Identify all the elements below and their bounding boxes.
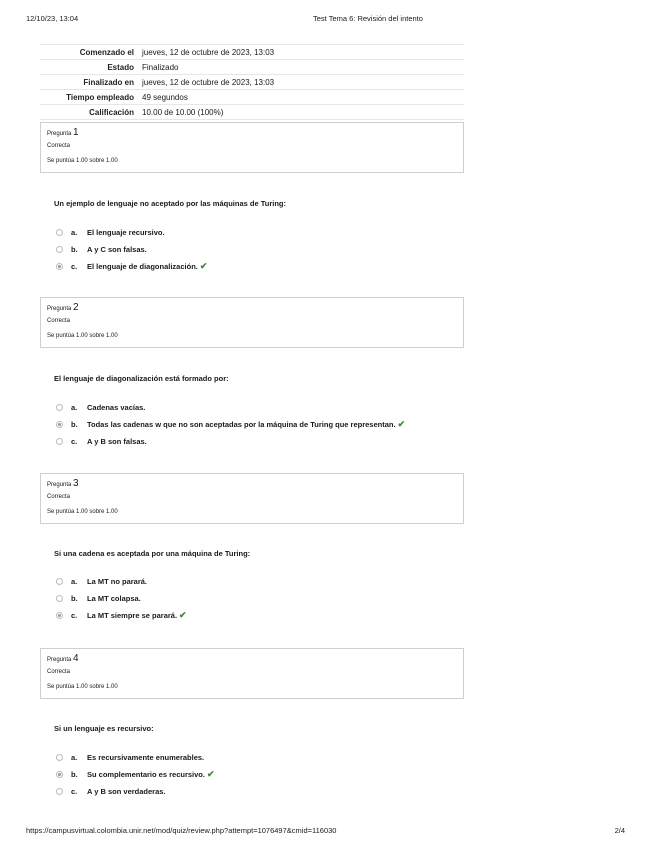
attempt-summary-table: [40, 44, 464, 120]
answer-letter: c.: [71, 262, 78, 271]
question-prefix: Pregunta: [47, 482, 72, 488]
answer-letter: c.: [71, 611, 78, 620]
answer-letter: a.: [71, 577, 78, 586]
question-text-2: El lenguaje de diagonalización está formado por:: [54, 374, 229, 383]
print-page-title: Test Tema 6: Revisión del intento: [313, 14, 423, 23]
question-text-1: Un ejemplo de lenguaje no aceptado por las máquinas de Turing:: [54, 199, 286, 208]
answer-option[interactable]: [56, 769, 215, 786]
correct-check-icon: ✔: [397, 419, 406, 429]
answer-letter: a.: [71, 228, 78, 237]
question-number-value: 3: [73, 478, 79, 489]
question-grade: Se puntúa 1.00 sobre 1.00: [47, 333, 118, 339]
question-info-4: [40, 648, 464, 699]
summary-row: [40, 60, 464, 75]
question-text-3: Si una cadena es aceptada por una máquina de Turing:: [54, 549, 251, 558]
question-grade: Se puntúa 1.00 sobre 1.00: [47, 158, 118, 164]
radio-button-selected[interactable]: [56, 263, 63, 270]
answer-text: Es recursivamente enumerables.: [87, 753, 205, 762]
answer-text: A y C son falsas.: [87, 245, 147, 254]
correct-check-icon: ✔: [206, 769, 215, 779]
answer-option[interactable]: [56, 402, 405, 419]
answer-text: A y B son falsas.: [87, 437, 147, 446]
summary-value: jueves, 12 de octubre de 2023, 13:03: [138, 45, 464, 60]
radio-button[interactable]: [56, 754, 63, 761]
summary-value: 10.00 de 10.00 (100%): [138, 105, 464, 120]
answer-option[interactable]: [56, 419, 405, 436]
answer-option[interactable]: [56, 261, 207, 278]
summary-label: Calificación: [40, 105, 138, 120]
answer-text: El lenguaje recursivo.: [87, 228, 165, 237]
summary-row: [40, 45, 464, 60]
question-state: Correcta: [47, 318, 71, 324]
print-footer: [26, 826, 629, 835]
answer-list-4: [56, 752, 215, 803]
question-prefix: Pregunta: [47, 657, 72, 663]
radio-button[interactable]: [56, 246, 63, 253]
question-number-value: 4: [73, 653, 79, 664]
question-info-2: [40, 297, 464, 348]
summary-value: Finalizado: [138, 60, 464, 75]
radio-button-selected[interactable]: [56, 771, 63, 778]
radio-button-selected[interactable]: [56, 421, 63, 428]
answer-option[interactable]: [56, 786, 215, 803]
answer-option[interactable]: [56, 752, 215, 769]
answer-option[interactable]: [56, 610, 187, 627]
answer-letter: b.: [71, 420, 78, 429]
answer-letter: a.: [71, 753, 78, 762]
answer-letter: b.: [71, 594, 78, 603]
answer-text: Todas las cadenas w que no son aceptadas por la máquina de Turing que representan.: [87, 420, 396, 429]
answer-letter: c.: [71, 437, 78, 446]
answer-text: La MT colapsa.: [87, 594, 141, 603]
radio-button[interactable]: [56, 229, 63, 236]
summary-row: [40, 105, 464, 120]
question-number: [47, 127, 457, 138]
answer-list-3: [56, 576, 187, 627]
question-prefix: Pregunta: [47, 131, 72, 137]
question-number-value: 1: [73, 127, 79, 138]
summary-label: Estado: [40, 60, 138, 75]
radio-button-selected[interactable]: [56, 612, 63, 619]
answer-option[interactable]: [56, 436, 405, 453]
answer-text: A y B son verdaderas.: [87, 787, 166, 796]
answer-option[interactable]: [56, 576, 187, 593]
answer-text: La MT siempre se parará.: [87, 611, 178, 620]
answer-option[interactable]: [56, 593, 187, 610]
question-prefix: Pregunta: [47, 306, 72, 312]
question-number: [47, 302, 457, 313]
answer-letter: a.: [71, 403, 78, 412]
answer-option[interactable]: [56, 244, 207, 261]
answer-letter: c.: [71, 787, 78, 796]
print-datetime: 12/10/23, 13:04: [26, 14, 79, 23]
print-page-number: 2/4: [614, 826, 625, 835]
answer-letter: b.: [71, 770, 78, 779]
question-info-1: [40, 122, 464, 173]
summary-row: [40, 75, 464, 90]
question-text-4: Si un lenguaje es recursivo:: [54, 724, 154, 733]
question-state: Correcta: [47, 143, 71, 149]
question-grade: Se puntúa 1.00 sobre 1.00: [47, 509, 118, 515]
correct-check-icon: ✔: [199, 261, 208, 271]
question-info-3: [40, 473, 464, 524]
radio-button[interactable]: [56, 595, 63, 602]
question-grade: Se puntúa 1.00 sobre 1.00: [47, 684, 118, 690]
answer-text: Cadenas vacías.: [87, 403, 146, 412]
correct-check-icon: ✔: [179, 610, 187, 620]
answer-text: La MT no parará.: [87, 577, 148, 586]
question-number: [47, 653, 457, 664]
question-state: Correcta: [47, 494, 71, 500]
summary-value: 49 segundos: [138, 90, 464, 105]
radio-button[interactable]: [56, 578, 63, 585]
answer-letter: b.: [71, 245, 78, 254]
summary-value: jueves, 12 de octubre de 2023, 13:03: [138, 75, 464, 90]
answer-list-2: [56, 402, 405, 453]
summary-label: Comenzado el: [40, 45, 138, 60]
answer-option[interactable]: [56, 227, 207, 244]
summary-label: Finalizado en: [40, 75, 138, 90]
answer-text: El lenguaje de diagonalización.: [87, 262, 198, 271]
radio-button[interactable]: [56, 404, 63, 411]
radio-button[interactable]: [56, 438, 63, 445]
question-number-value: 2: [73, 302, 79, 313]
question-number: [47, 478, 457, 489]
answer-text: Su complementario es recursivo.: [87, 770, 205, 779]
question-state: Correcta: [47, 669, 71, 675]
summary-label: Tiempo empleado: [40, 90, 138, 105]
radio-button[interactable]: [56, 788, 63, 795]
print-url: https://campusvirtual.colombia.unir.net/mod/quiz/review.php?attempt=1076497&cmid=116030: [26, 826, 337, 835]
summary-row: [40, 90, 464, 105]
answer-list-1: [56, 227, 207, 278]
